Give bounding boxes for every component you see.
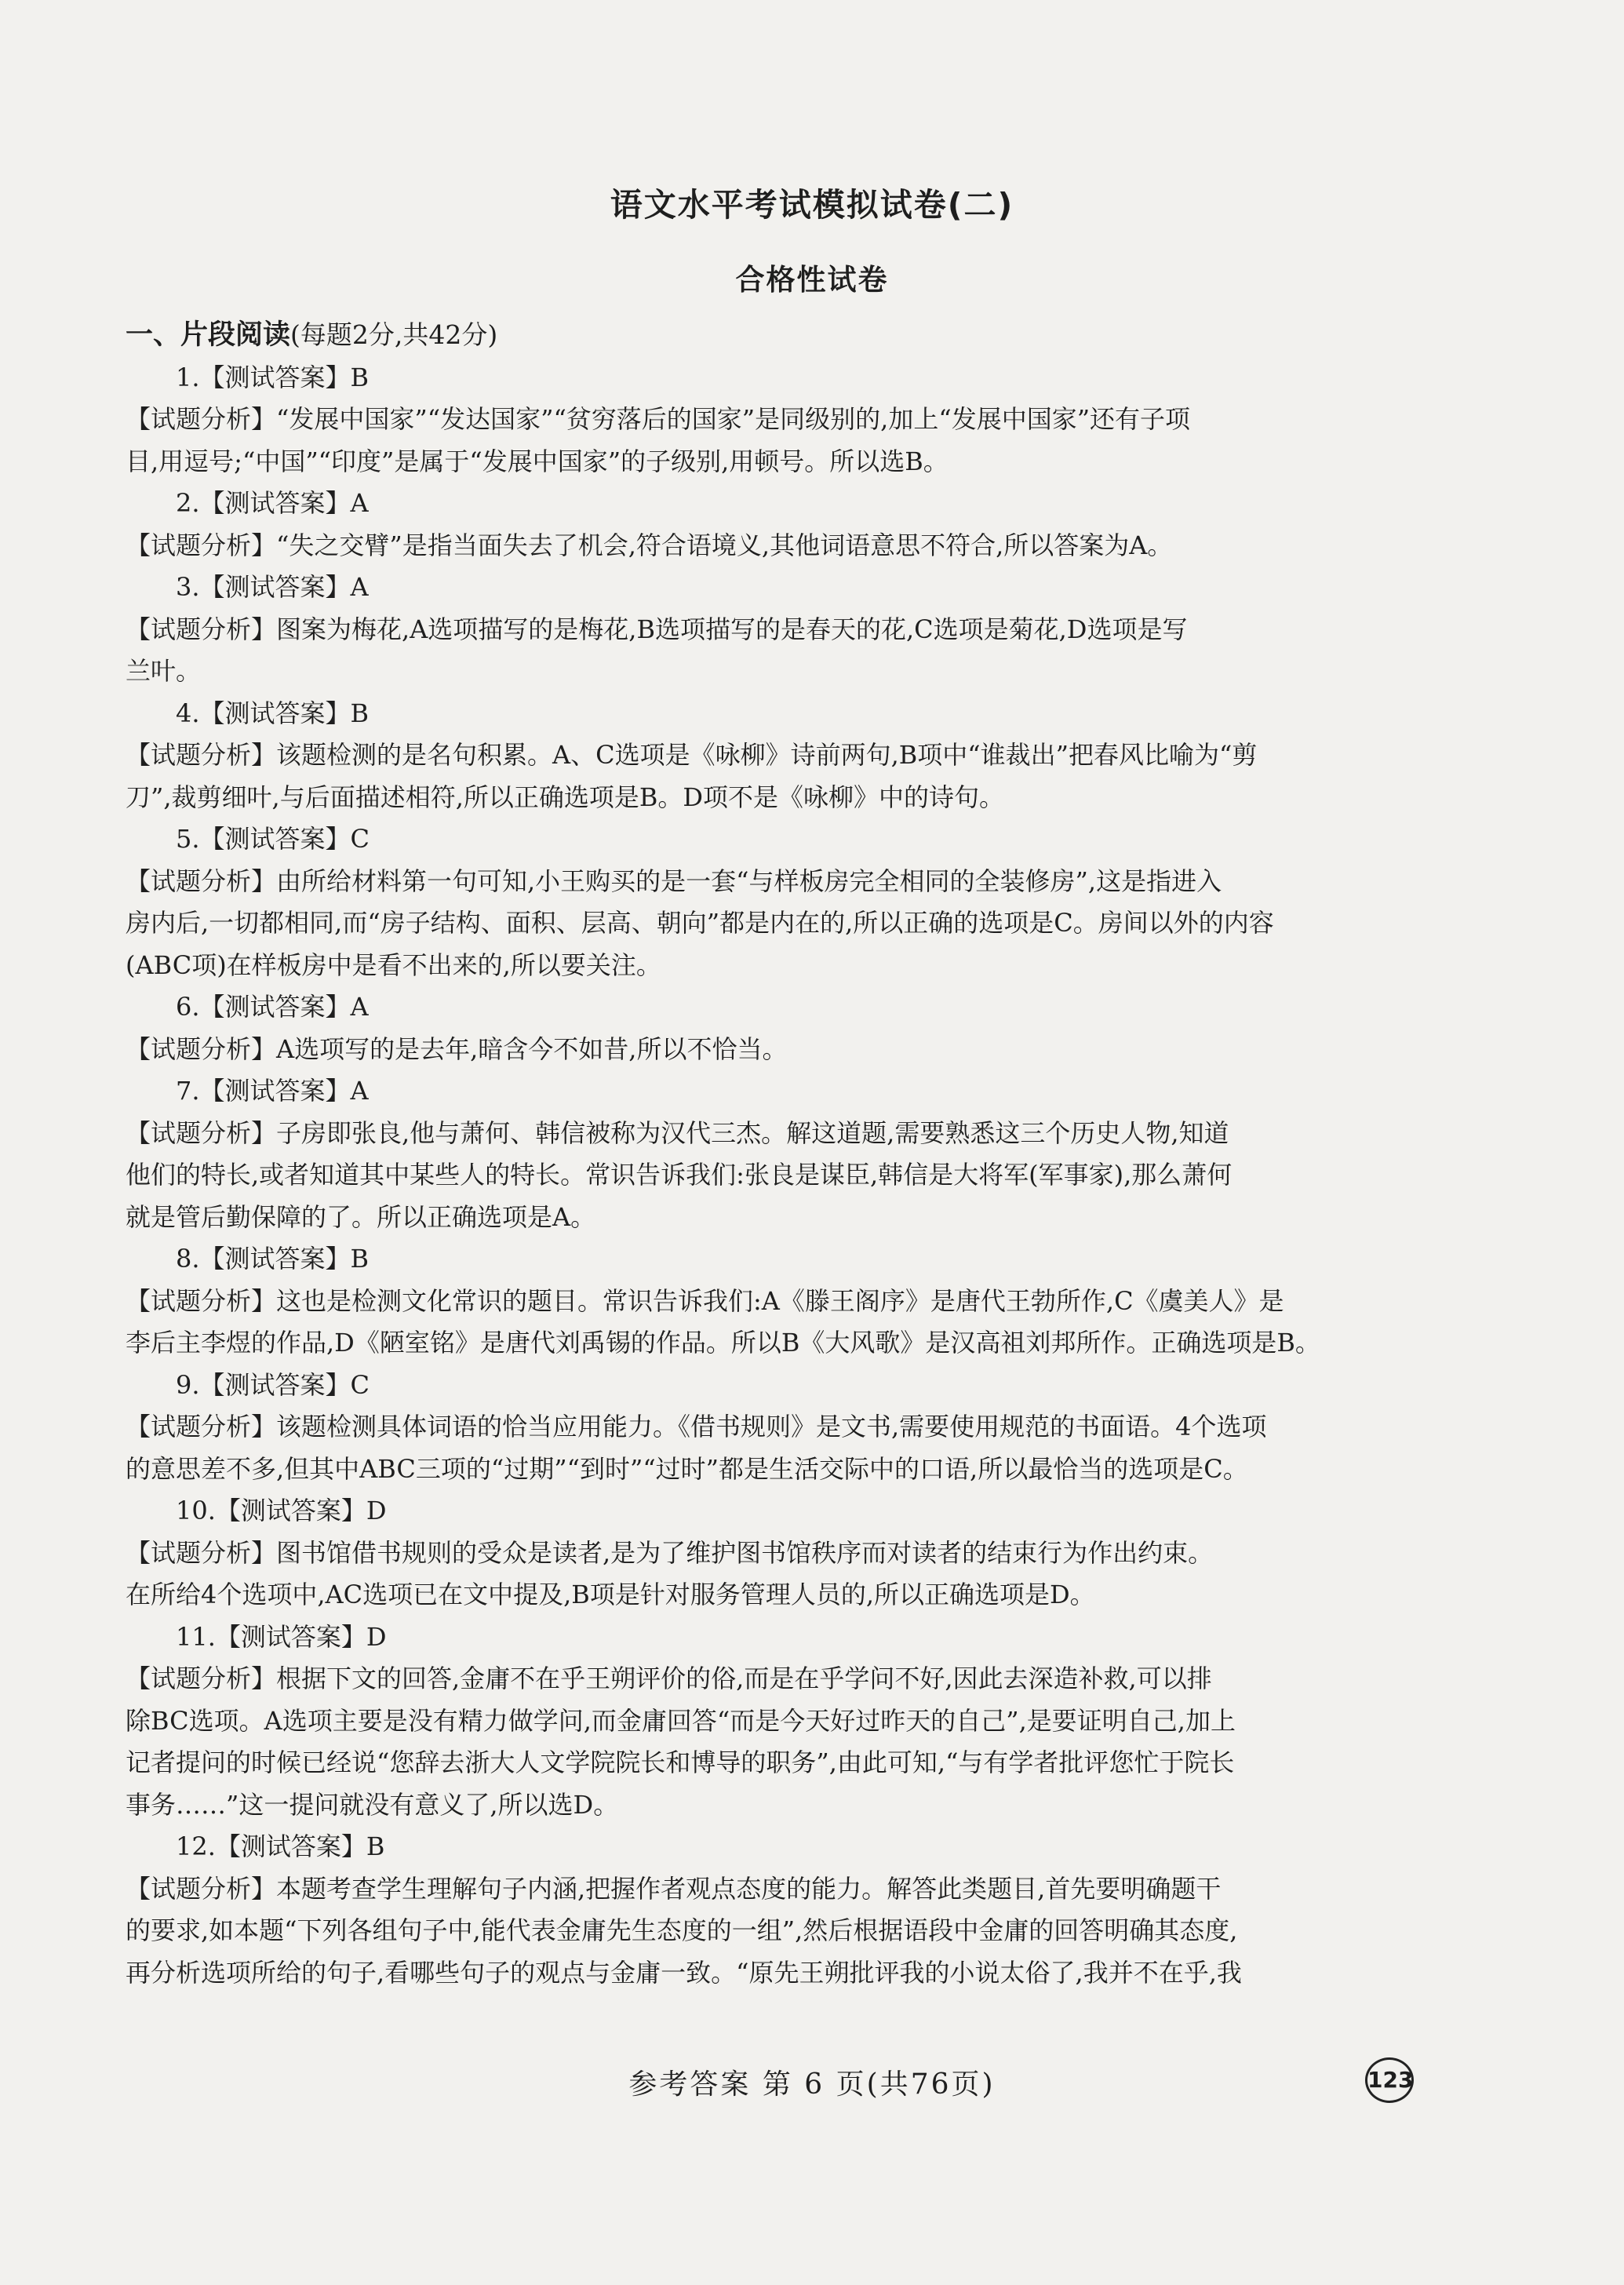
answer-line: 8.【测试答案】B (176, 1244, 370, 1274)
answer-content (126, 314, 1404, 1994)
analysis-line: 的要求,如本题“下列各组句子中,能代表金庸先生态度的一组”,然后根据语段中金庸的回答明确其态度, (126, 1915, 1238, 1945)
analysis-line: (ABC项)在样板房中是看不出来的,所以要关注。 (126, 949, 661, 980)
answer-item (126, 986, 1404, 1070)
section-score-note: (每题2分,共42分) (290, 319, 498, 350)
answer-line: 1.【测试答案】B (176, 362, 370, 392)
analysis-line: 【试题分析】由所给材料第一句可知,小王购买的是一套“与样板房完全相同的全装修房”,这是指进入 (126, 866, 1222, 896)
answer-item (126, 357, 1404, 483)
analysis-line: 就是管后勤保障的了。所以正确选项是A。 (126, 1201, 596, 1232)
answer-item (126, 818, 1404, 986)
analysis-line: 【试题分析】该题检测的是名句积累。A、C选项是《咏柳》诗前两句,B项中“谁裁出”把春风比喻为“剪 (126, 740, 1258, 770)
analysis-line: 【试题分析】根据下文的回答,金庸不在乎王朔评价的俗,而是在乎学问不好,因此去深造补救,可以排 (126, 1664, 1212, 1693)
analysis-line: 房内后,一切都相同,而“房子结构、面积、层高、朝向”都是内在的,所以正确的选项是C。房间以外的内容 (126, 908, 1274, 938)
analysis-line: 【试题分析】子房即张良,他与萧何、韩信被称为汉代三杰。解这道题,需要熟悉这三个历史人物,知道 (126, 1117, 1229, 1148)
answer-item (126, 1365, 1404, 1491)
answer-item (126, 1070, 1404, 1238)
answer-line: 4.【测试答案】B (176, 698, 370, 728)
answer-item (126, 483, 1404, 567)
page-subtitle: 合格性试卷 (735, 263, 889, 297)
analysis-line: 兰叶。 (126, 656, 202, 686)
answer-item (126, 1490, 1404, 1616)
answer-item (126, 1238, 1404, 1365)
analysis-line: 目,用逗号;“中国”“印度”是属于“发展中国家”的子级别,用顿号。所以选B。 (126, 446, 949, 476)
answer-line: 2.【测试答案】A (176, 488, 369, 518)
answer-item (126, 567, 1404, 693)
analysis-line: 【试题分析】图案为梅花,A选项描写的是梅花,B选项描写的是春天的花,C选项是菊花,D选项是写 (126, 614, 1188, 644)
analysis-line: 刀”,裁剪细叶,与后面描述相符,所以正确选项是B。D项不是《咏柳》中的诗句。 (126, 782, 1005, 812)
answer-line: 10.【测试答案】D (176, 1496, 387, 1525)
answer-item (126, 693, 1404, 819)
answer-line: 12.【测试答案】B (176, 1831, 385, 1861)
answer-item (126, 1616, 1404, 1827)
analysis-line: 再分析选项所给的句子,看哪些句子的观点与金庸一致。“原先王朔批评我的小说太俗了,我并不在乎,我 (126, 1957, 1242, 1988)
analysis-line: 他们的特长,或者知道其中某些人的特长。常识告诉我们:张良是谋臣,韩信是大将军(军事家),那么萧何 (126, 1160, 1233, 1190)
answer-line: 9.【测试答案】C (176, 1369, 370, 1400)
analysis-line: 事务……”这一提问就没有意义了,所以选D。 (126, 1789, 619, 1820)
analysis-line: 在所给4个选项中,AC选项已在文中提及,B项是针对服务管理人员的,所以正确选项是D。 (126, 1580, 1095, 1609)
analysis-line: 【试题分析】图书馆借书规则的受众是读者,是为了维护图书馆秩序而对读者的结束行为作出约束。 (126, 1537, 1214, 1568)
analysis-line: 记者提问的时候已经说“您辞去浙大人文学院院长和博导的职务”,由此可知,“与有学者批评您忙于院长 (126, 1747, 1235, 1777)
analysis-line: 的意思差不多,但其中ABC三项的“过期”“到时”“过时”都是生活交际中的口语,所以最恰当的选项是C。 (126, 1453, 1248, 1484)
analysis-line: 除BC选项。A选项主要是没有精力做学问,而金庸回答“而是今天好过昨天的自己”,是要证明自己,加上 (126, 1705, 1236, 1736)
answer-line: 7.【测试答案】A (176, 1076, 369, 1106)
section-heading (126, 314, 1404, 357)
answer-list (126, 357, 1404, 1995)
answer-item (126, 1826, 1404, 1994)
page-footer: 参考答案 第 6 页(共76页) (628, 2068, 996, 2101)
answer-line: 6.【测试答案】A (176, 992, 369, 1022)
page-number-badge: 123 (1365, 2057, 1414, 2103)
analysis-line: 【试题分析】“发展中国家”“发达国家”“贫穷落后的国家”是同级别的,加上“发展中国家”还有子项 (126, 404, 1191, 434)
analysis-line: 【试题分析】本题考查学生理解句子内涵,把握作者观点态度的能力。解答此类题目,首先要明确题干 (126, 1873, 1222, 1904)
page-title: 语文水平考试模拟试卷(二) (610, 186, 1014, 224)
answer-line: 3.【测试答案】A (176, 572, 369, 602)
section-title-text: 一、片段阅读 (126, 319, 291, 351)
analysis-line: 【试题分析】“失之交臂”是指当面失去了机会,符合语境义,其他词语意思不符合,所以答案为A。 (126, 530, 1173, 560)
answer-line: 11.【测试答案】D (176, 1621, 387, 1652)
analysis-line: 【试题分析】该题检测具体词语的恰当应用能力。《借书规则》是文书,需要使用规范的书面语。4个选项 (126, 1412, 1267, 1441)
analysis-line: 李后主李煜的作品,D《陋室铭》是唐代刘禹锡的作品。所以B《大风歌》是汉高祖刘邦所作。正确选项是B。 (126, 1328, 1320, 1358)
analysis-line: 【试题分析】A选项写的是去年,暗含今不如昔,所以不恰当。 (126, 1033, 788, 1064)
answer-line: 5.【测试答案】C (176, 824, 370, 854)
analysis-line: 【试题分析】这也是检测文化常识的题目。常识告诉我们:A《滕王阁序》是唐代王勃所作,C《虞美人》是 (126, 1285, 1284, 1316)
